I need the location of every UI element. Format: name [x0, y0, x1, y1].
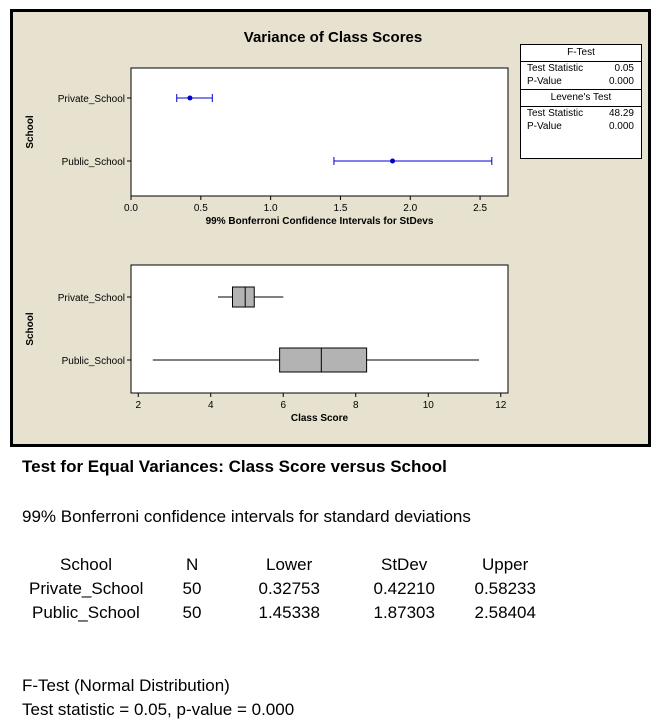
chart-title: Variance of Class Scores — [243, 29, 423, 46]
table-cell: 1.87303 — [373, 603, 435, 622]
x-axis-label: Class Score — [290, 413, 349, 424]
y-tick-label: Private_School — [57, 293, 125, 304]
levene-statistic-row — [521, 106, 641, 120]
table-cell: 2.58404 — [474, 603, 536, 622]
levene-statistic-value: 48.29 — [608, 108, 634, 119]
y-axis-label: School — [25, 312, 36, 346]
ftest-statistic-label: Test Statistic — [527, 63, 584, 74]
plot-area — [131, 265, 508, 393]
x-tick-label: 6 — [280, 400, 287, 411]
y-axis-label: School — [25, 115, 36, 149]
table-cell: 0.58233 — [474, 579, 536, 598]
table-cell: 50 — [182, 603, 202, 622]
box-iqr — [233, 287, 255, 307]
stats-box — [520, 44, 642, 159]
x-tick-label: 1.0 — [263, 203, 278, 214]
stdev-point — [390, 159, 395, 164]
ftest-pvalue-label: P-Value — [527, 76, 562, 87]
x-tick-label: 0.0 — [124, 203, 138, 214]
table-cell: Private_School — [29, 579, 144, 598]
y-tick-label: Public_School — [61, 356, 125, 367]
table-header-school: School — [60, 555, 112, 574]
y-tick-label: Public_School — [61, 157, 125, 168]
ci-caption: 99% Bonferroni confidence intervals for standard deviations — [22, 507, 471, 526]
x-tick-label: 12 — [495, 400, 507, 411]
levene-pvalue-value: 0.000 — [608, 121, 634, 132]
levene-header: Levene's Test — [521, 89, 641, 106]
ftest-header: F-Test — [567, 47, 595, 58]
ftest-result: Test statistic = 0.05, p-value = 0.000 — [22, 700, 295, 719]
x-tick-label: 2 — [135, 400, 142, 411]
ftest-statistic-value: 0.05 — [614, 63, 634, 74]
x-tick-label: 2.0 — [403, 203, 418, 214]
levene-statistic-label: Test Statistic — [527, 108, 584, 119]
table-cell: 50 — [182, 579, 202, 598]
report-title: Test for Equal Variances: Class Score versus School — [22, 457, 447, 476]
ftest-section-title: F-Test (Normal Distribution) — [22, 676, 230, 695]
table-header-stdev: StDev — [381, 555, 428, 574]
x-tick-label: 10 — [422, 400, 434, 411]
ftest-statistic-row — [521, 61, 641, 75]
x-tick-label: 8 — [352, 400, 359, 411]
table-header-n: N — [186, 555, 199, 574]
table-cell: Public_School — [32, 603, 140, 622]
x-tick-label: 4 — [207, 400, 214, 411]
table-cell: 0.32753 — [258, 579, 320, 598]
levene-pvalue-row — [521, 120, 641, 133]
plot-area — [131, 68, 508, 196]
table-cell: 1.45338 — [258, 603, 320, 622]
stdev-point — [187, 96, 192, 101]
x-tick-label: 2.5 — [473, 203, 488, 214]
ftest-pvalue-value: 0.000 — [608, 76, 634, 87]
ftest-pvalue-row — [521, 75, 641, 88]
box-iqr — [280, 348, 367, 372]
x-axis-label: 99% Bonferroni Confidence Intervals for StDevs — [205, 216, 434, 227]
levene-pvalue-label: P-Value — [527, 121, 562, 132]
x-tick-label: 1.5 — [333, 203, 348, 214]
table-header-lower: Lower — [266, 555, 313, 574]
x-tick-label: 0.5 — [193, 203, 208, 214]
y-tick-label: Private_School — [57, 94, 125, 105]
table-cell: 0.42210 — [373, 579, 435, 598]
chart-figure — [10, 9, 651, 447]
table-header-upper: Upper — [482, 555, 529, 574]
